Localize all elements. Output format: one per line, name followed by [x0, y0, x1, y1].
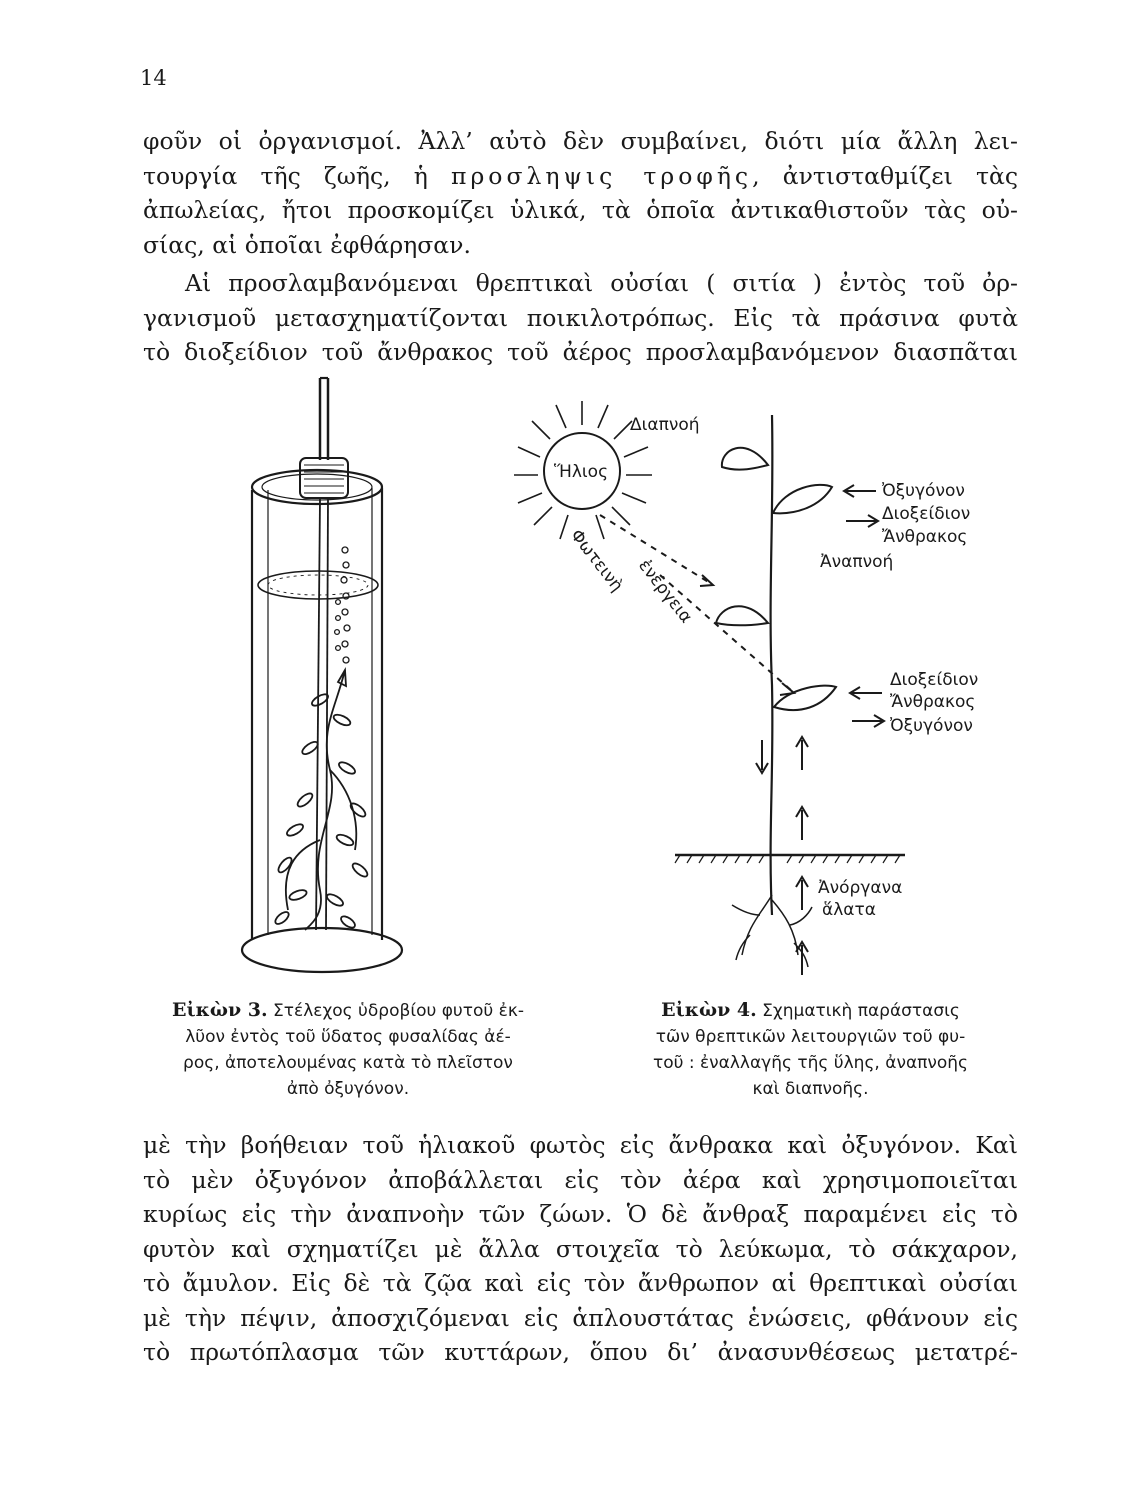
label-respiration: Ἀναπνοή [820, 552, 894, 572]
funnel-top [300, 458, 348, 498]
text-line: γανισμοῦ μετασχηματίζονται ποικιλοτρόπως. Εἰς τὰ πράσινα φυτὰ [143, 303, 1018, 332]
label-co2-out: Διοξείδιον [882, 504, 971, 524]
label-minerals: Ἀνόργανα [818, 878, 903, 898]
text-line: τὸ διοξείδιον τοῦ ἄνθρακος τοῦ ἀέρος προσλαμβανόμενον διασπᾶται [143, 338, 1018, 366]
plant-stem [771, 415, 773, 915]
leaf [774, 686, 836, 710]
text-line: τὸ ἄμυλον. Εἰς δὲ τὰ ζῷα καὶ εἰς τὸν ἄνθρωπον αἱ θρεπτικαὶ οὐσίαι [143, 1269, 1018, 1297]
figure-4-caption [598, 997, 1023, 1102]
label-co2-in: Διοξείδιον [890, 670, 979, 690]
label-sun: Ἥλιος [554, 462, 609, 482]
leaf [716, 606, 768, 625]
caption-line: καὶ διαπνοῆς. [752, 1079, 869, 1099]
air-bubbles [335, 547, 350, 663]
label-oxygen-in: Ὀξυγόνον [882, 481, 965, 501]
text-line: τὸ πρωτόπλασμα τῶν κυττάρων, ὅπου δι’ ἀνασυνθέσεως μετατρέ- [143, 1338, 1018, 1366]
label-co2-out-2: Ἄνθρακος [882, 527, 968, 547]
aquatic-plant [273, 670, 369, 930]
caption-line: λῦον ἐντὸς τοῦ ὕδατος φυσαλίδας ἀέ- [185, 1027, 511, 1047]
text-line: σίας, αἱ ὁποῖαι ἐφθάρησαν. [143, 230, 471, 259]
figure-label: Εἰκὼν 4. [661, 999, 757, 1021]
text-line: ἀπωλείας, ἤτοι προσκομίζει ὑλικά, τὰ ὁποῖα ἀντικαθιστοῦν τὰς οὐ- [143, 196, 1018, 224]
text-line: κυρίως εἰς τὴν ἀναπνοὴν τῶν ζώων. Ὁ δὲ ἄνθραξ παραμένει εἰς τὸ [143, 1200, 1018, 1228]
water-surface [258, 571, 378, 599]
text-line: μὲ τὴν βοήθειαν τοῦ ἡλιακοῦ φωτὸς εἰς ἄνθρακα καὶ ὀξυγόνον. Καὶ [143, 1131, 1018, 1159]
caption-line: ρος, ἀποτελουμένας κατὰ τὸ πλεῖστον [183, 1053, 513, 1073]
paragraph-middle [143, 266, 1018, 370]
label-light-energy: Φωτεινὴ [566, 525, 627, 596]
paragraph-top [143, 124, 1018, 262]
text-line: Αἱ προσλαμβανόμεναι θρεπτικαὶ οὐσίαι ( σιτία ) ἐντὸς τοῦ ὀρ- [185, 269, 1018, 297]
caption-line: ἀπὸ ὀξυγόνον. [286, 1079, 410, 1099]
text-line: φυτὸν καὶ σχηματίζει μὲ ἄλλα στοιχεῖα τὸ λεύκωμα, τὸ σάκχαρον, [143, 1234, 1018, 1263]
label-minerals-2: ἅλατα [822, 900, 876, 920]
diagram-labels [554, 415, 978, 920]
figure-label: Εἰκὼν 3. [171, 999, 268, 1021]
label-light-energy-2: ἐνέργεια [634, 555, 696, 628]
figure-4-plant-diagram [510, 395, 1030, 985]
page-number: 14 [140, 66, 167, 90]
figure-3-caption [138, 997, 558, 1102]
leaf [722, 448, 768, 470]
text-line: τὸ μὲν ὀξυγόνον ἀποβάλλεται εἰς τὸν ἀέρα καὶ χρησιμοποιεῖται [143, 1165, 1018, 1194]
cylinder-base [242, 928, 402, 972]
emphasized-term: προσληψις τροφῆς [451, 161, 753, 190]
label-co2-in-2: Ἄνθρακος [890, 692, 976, 712]
text-line: φοῦν οἱ ὀργανισμοί. Ἀλλ’ αὐτὸ δὲν συμβαίνει, διότι μία ἄλλη λει- [143, 127, 1018, 155]
label-transpiration: Διαπνοή [630, 415, 700, 435]
caption-line: Εἰκὼν 4. Σχηματικὴ παράστασις [661, 999, 960, 1021]
text-line: μὲ τὴν πέψιν, ἀποσχιζόμεναι εἰς ἁπλουστάτας ἑνώσεις, φθάνουν εἰς [143, 1303, 1018, 1332]
caption-line: τῶν θρεπτικῶν λειτουργιῶν τοῦ φυ- [655, 1027, 966, 1047]
caption-line: Εἰκὼν 3. Στέλεχος ὑδροβίου φυτοῦ ἐκ- [171, 999, 524, 1021]
text-line: τουργία τῆς ζωῆς, ἡ προσληψις τροφῆς, ἀντισταθμίζει τὰς [143, 161, 1018, 190]
leaf [773, 485, 832, 513]
label-oxygen-out: Ὀξυγόνον [890, 716, 973, 736]
caption-line: τοῦ : ἐναλλαγῆς τῆς ὕλης, ἀναπνοῆς [652, 1053, 969, 1073]
paragraph-bottom [143, 1128, 1018, 1370]
